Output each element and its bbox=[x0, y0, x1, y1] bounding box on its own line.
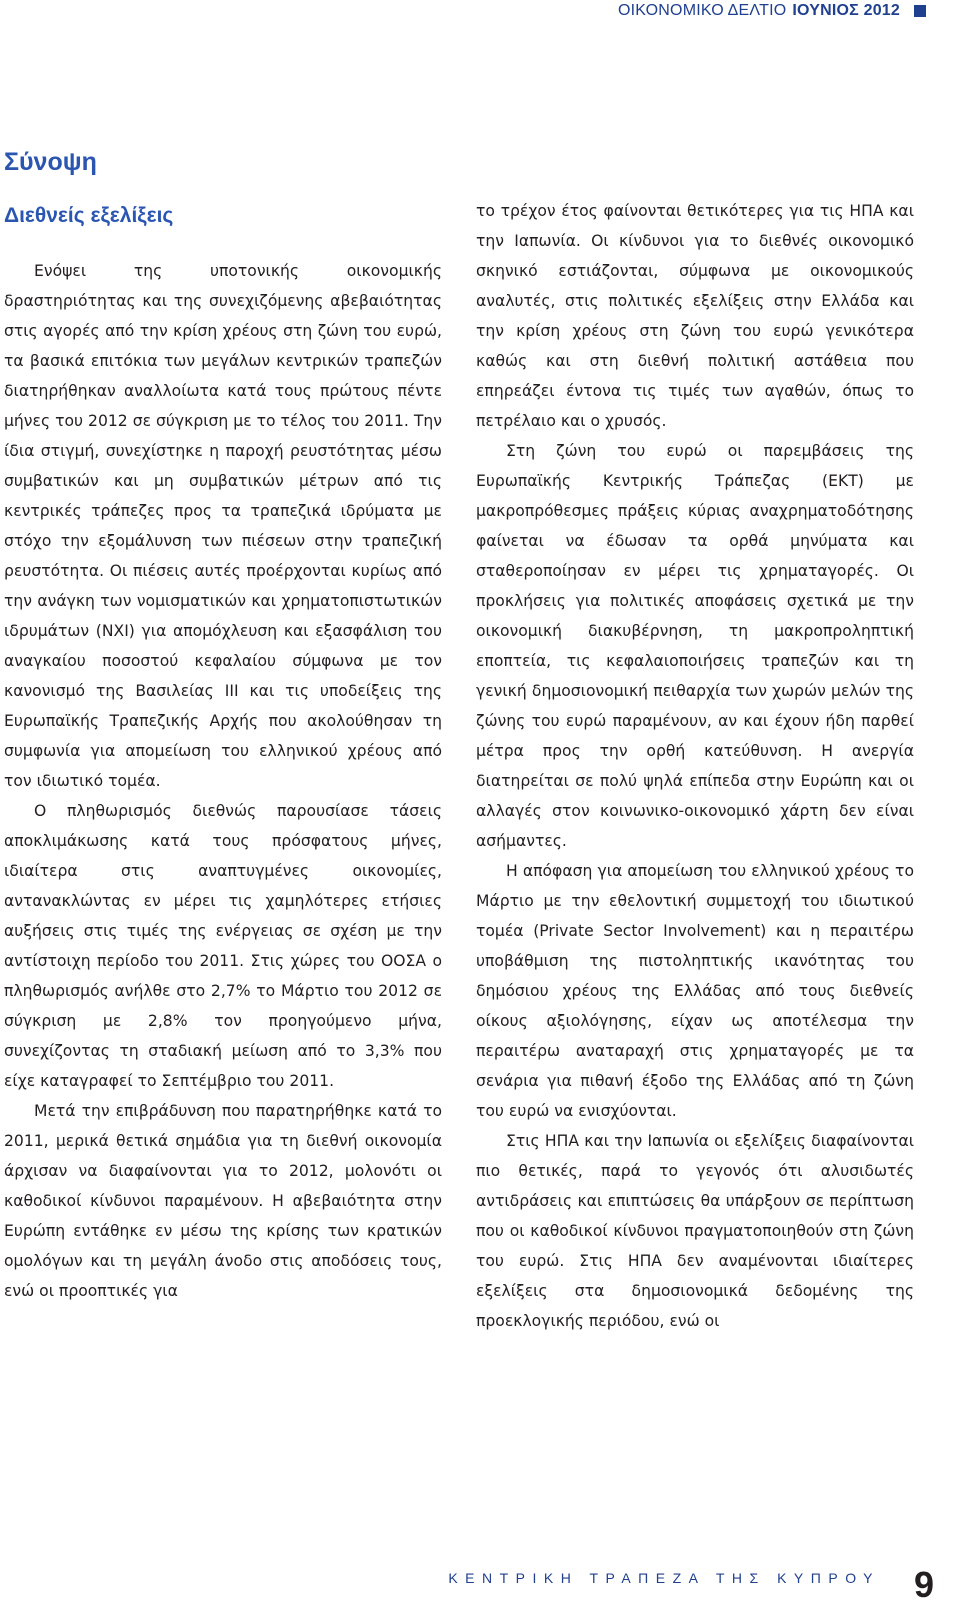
right-column bbox=[476, 196, 914, 1336]
paragraph-outlook: Μετά την επιβράδυνση που παρατηρήθηκε κατά το 2011, μερικά θετικά σημάδια για τη διεθνή οικονομία άρχισαν να διαφαίνονται για το 2012, μολονότι οι καθοδικοί κίνδυνοι παραμένουν. Η αβεβαιότητα στην Ευρώπη εντάθηκε εν μέσω της κρίσης των κρατικών ομολόγων και τη μεγάλη άνοδο στις αποδόσεις τους, ενώ οι προοπτικές για bbox=[4, 1102, 442, 1300]
paragraph-inflation: Ο πληθωρισμός διεθνώς παρουσίασε τάσεις αποκλιμάκωσης κατά τους πρόσφατους μήνες, ιδιαίτερα στις αναπτυγμένες οικονομίες, αντανακλώντας εν μέρει τις χαμηλότερες ετήσιες αυξήσεις στις τιμές της ενέργειας σε σχέση με την αντίστοιχη περίοδο του 2011. Στις χώρες του ΟΟΣΑ ο πληθωρισμός ανήλθε στο 2,7% το Μάρτιο του 2012 σε σύγκριση με 2,8% τον προηγούμενο μήνα, συνεχίζοντας τη σταδιακή μείωση από το 3,3% που είχε καταγραφεί το Σεπτέμβριο του 2011. bbox=[4, 802, 442, 1090]
issue-date: ΙΟΥΝΙΟΣ 2012 bbox=[792, 2, 900, 19]
publication-name: ΟΙΚΟΝΟΜΙΚΟ ΔΕΛΤΙΟ bbox=[617, 2, 787, 19]
subsection-title: Διεθνείς εξελίξεις bbox=[4, 204, 174, 227]
paragraph-usa-japan: Στις ΗΠΑ και την Ιαπωνία οι εξελίξεις διαφαίνονται πιο θετικές, παρά το γεγονός ότι αλυσιδωτές αντιδράσεις και επιπτώσεις θα υπάρξουν σε περίπτωση που οι καθοδικοί κίνδυνοι πραγματοποιηθούν στη ζώνη του ευρώ. Στις ΗΠΑ δεν αναμένονται ιδιαίτερες εξελίξεις στα δημοσιονομικά δεδομένης της προεκλογικής περιόδου, ενώ οι bbox=[476, 1132, 914, 1330]
section-title: Σύνοψη bbox=[4, 148, 97, 176]
paragraph-euro-area: Στη ζώνη του ευρώ οι παρεμβάσεις της Ευρωπαϊκής Κεντρικής Τράπεζας (ΕΚΤ) με μακροπρόθεσμες πράξεις κύριας αναχρηματοδότησης φαίνεται να έδωσαν τα ορθά μηνύματα και σταθεροποίησαν εν μέρει τις χρηματαγορές. Οι προκλήσεις για πολιτικές αποφάσεις σχετικά με την οικονομική διακυβέρνηση, τη μακροπρoληπτική εποπτεία, τις κεφαλαιοποιήσεις τραπεζών και τη γενική δημοσιονομική πειθαρχία των χωρών μελών της ζώνης του ευρώ παραμένουν, αν και έχουν ήδη παρθεί μέτρα προς την ορθή κατεύθυνση. Η ανεργία διατηρείται σε πολύ ψηλά επίπεδα στην Ευρώπη και οι αλλαγές στον κοινωνικο-οικονομικό χάρτη δεν είναι ασήμαντες. bbox=[476, 442, 914, 850]
footer-institution: ΚΕΝΤΡΙΚΗ ΤΡΑΠΕΖΑ ΤΗΣ ΚΥΠΡΟΥ bbox=[448, 1570, 880, 1586]
left-column bbox=[4, 256, 442, 1306]
header-square-icon bbox=[914, 5, 926, 17]
paragraph-outlook-continued: το τρέχον έτος φαίνονται θετικότερες για τις ΗΠΑ και την Ιαπωνία. Οι κίνδυνοι για το διεθνές οικονομικό σκηνικό εστιάζονται, σύμφωνα με οικονομικούς αναλυτές, στις πολιτικές εξελίξεις στην Ελλάδα και την κρίση χρέους στη ζώνη του ευρώ γενικότερα καθώς και στη διεθνή πολιτική αστάθεια που επηρεάζει έντονα τις τιμές των αγαθών, όπως το πετρέλαιο και ο χρυσός. bbox=[476, 202, 914, 430]
paragraph-liquidity: Ενόψει της υποτονικής οικονομικής δραστηριότητας και της συνεχιζόμενης αβεβαιότητας στις αγορές από την κρίση χρέους στη ζώνη του ευρώ, τα βασικά επιτόκια των μεγάλων κεντρικών τραπεζών διατηρήθηκαν αναλλοίωτα κατά τους πρώτους πέντε μήνες του 2012 σε σύγκριση με το τέλος του 2011. Την ίδια στιγμή, συνεχίστηκε η παροχή ρευστότητας μέσω συμβατικών και μη συμβατικών μέτρων από τις κεντρικές τράπεζες προς τα τραπεζικά ιδρύματα με στόχο την εξομάλυνση των πιέσεων στην τραπεζική ρευστότητα. Οι πιέσεις αυτές προέρχονται κυρίως από την ανάγκη των νομισματικών και χρηματοπιστωτικών ιδρυμάτων (ΝΧΙ) για απομόχλευση και εξασφάλιση του αναγκαίου ποσοστού κεφαλαίου σύμφωνα με τον κανονισμό της Βασιλείας ΙΙΙ και τις υποδείξεις της Ευρωπαϊκής Τραπεζικής Αρχής που ακολούθησαν τη συμφωνία για απομείωση του ελληνικού χρέους από τον ιδιωτικό τομέα. bbox=[4, 262, 442, 790]
paragraph-greek-debt: Η απόφαση για απομείωση του ελληνικού χρέους το Μάρτιο με την εθελοντική συμμετοχή του ιδιωτικού τομέα (Private Sector Involvement) και η περαιτέρω υποβάθμιση της πιστοληπτικής ικανότητας του δημόσιου χρέους της Ελλάδας από τους διεθνείς οίκους αξιολόγησης, είχαν ως αποτέλεσμα την περαιτέρω αναταραχή στις χρηματαγορές με τα σενάρια για πιθανή έξοδο της Ελλάδας από τη ζώνη του ευρώ να ενισχύονται. bbox=[476, 862, 914, 1120]
running-header bbox=[618, 0, 926, 22]
page-number: 9 bbox=[913, 1564, 934, 1605]
